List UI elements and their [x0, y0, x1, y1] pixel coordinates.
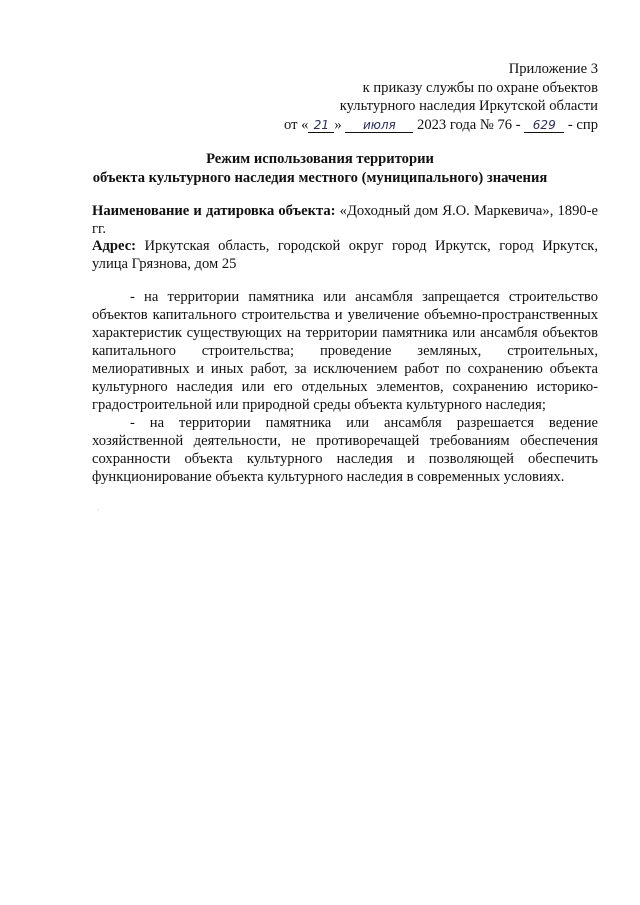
order-date-prefix: от « [283, 116, 309, 133]
order-date-mid: » [334, 116, 342, 133]
order-day-handwritten: 21 [308, 118, 334, 133]
object-name-value: «Доходный дом Я.О. Маркевича», 1890-е гг. [92, 203, 599, 237]
object-address [92, 238, 598, 273]
object-address-label: Адрес: [92, 238, 137, 254]
rule-permitted: - на территории памятника или ансамбля разрешается ведение хозяйственной деятельности, не противоречащей требованиям обеспечения сохранности объекта культурного наследия и позволяющей обеспечить функционирование объекта культурного наследия в современных условиях. [92, 415, 598, 485]
appendix-order-ref: к приказу службы по охране объектов [362, 79, 598, 96]
order-date-line [284, 116, 598, 135]
object-address-value: Иркутская область, городской округ город Иркутск, город Иркутск, улица Грязнова, дом 25 [92, 238, 598, 272]
title-line-2: объекта культурного наследия местного (муниципального) значения [92, 169, 548, 186]
object-name-label: Наименование и датировка объекта: [92, 203, 336, 219]
rule-prohibited: - на территории памятника или ансамбля запрещается строительство объектов капитального строительства и увеличение объемно-пространственных характеристик существующих на территории памятника или ансамбля объектов капитального строительства; проведение земляных, строительных, мелиоративных и иных работ, за исключением работ по сохранению объекта культурного наследия или его отдельных элементов, сохранению историко-градостроительной или природной среды объекта культурного наследия; [92, 289, 598, 413]
order-year-text: 2023 года № 76 - [417, 116, 521, 133]
order-number-handwritten: 629 [524, 118, 564, 133]
appendix-number: Приложение 3 [508, 61, 598, 77]
document-title [40, 150, 600, 187]
appendix-authority: культурного наследия Иркутской области [339, 98, 598, 115]
order-suffix: - спр [567, 116, 598, 133]
order-month-handwritten: июля [345, 118, 413, 133]
appendix-header [284, 60, 598, 134]
scan-speck: · [97, 506, 100, 515]
object-info [92, 203, 598, 273]
title-line-1: Режим использования территории [206, 151, 434, 167]
object-name [92, 203, 598, 238]
usage-rules [92, 288, 598, 486]
